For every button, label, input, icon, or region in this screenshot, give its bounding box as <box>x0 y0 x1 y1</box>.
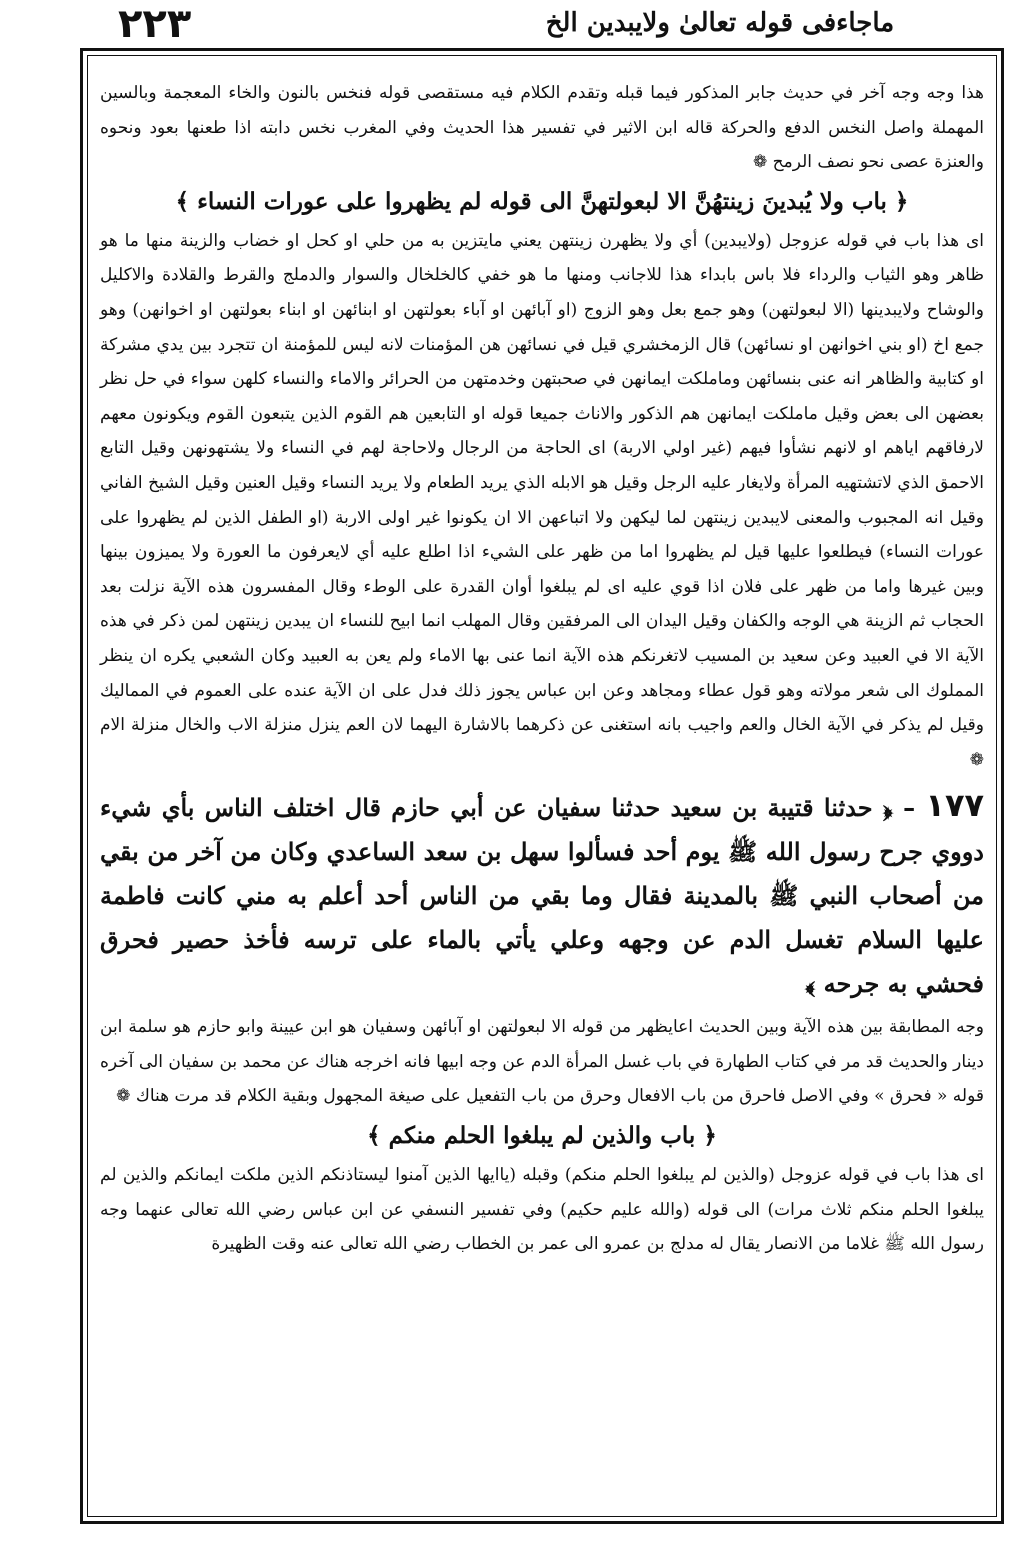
hadith-number: ١٧٧ <box>925 786 984 825</box>
paragraph-commentary-2: اى هذا باب في قوله عزوجل (ولايبدين) أي ولا يظهرن زينتهن يعني مايتزين به من حلي او كحل او خضاب والزينة منها ما هو ظاهر وهو الثياب والرداء فلا باس بابداء هذا للاجانب ومنها ما هو خفي كالخلخال والسوار والدملج والقرط والقلادة والاكليل والوشاح ولايبدينها (الا لبعولتهن) وهو جمع بعل وهو الزوج (او آبائهن او آباء بعولتهن او ابنائهن او ابناء بعولتهن او اخوانهن) وهو جمع اخ (او بني اخوانهن او نسائهن) قال الزمخشري قيل في نسائهن هن المؤمنات لانه ليس للمؤمنة ان تتجرد بين يدي مشركة او كتابية والظاهر انه عنى بنسائهن وماملكت ايمانهن في صحبتهن وخدمتهن من الحرائر والاماء والنساء كلهن سواء في حل نظر بعضهن الى بعض وقيل ماملكت ايمانهن هم الذكور والاناث جميعا قوله او التابعين هم القوم الذين يتبعون القوم ويكونون معهم لارفاقهم اياهم او لانهم نشأوا فيهم (غير اولي الاربة) اى الحاجة من الرجال ولاحاجة لهم في النساء ولا يشتهونهن وقيل التابع الاحمق الذي لاتشتهيه المرأة ولايغار عليه الرجل وقيل هو الابله الذي يريد الطعام ولا يريد النساء وقيل العنين وقيل الشيخ الفاني وقيل انه المجبوب والمعنى لايبدين زينتهن لما ليكهن ولا اتباعهن الا ان يكونوا غير اولى الاربة (او الطفل الذين لم يظهروا على عورات النساء) فيطلعوا عليها قيل لم يظهروا اما من ظهر على الشيء اذا اطلع عليه أي لايعرفون ما العورة ولا يميزون بينها وبين غيرها واما من ظهر على فلان اذا قوي عليه اى لم يبلغوا أوان القدرة على الوطء وقال المفسرون هذه الآية نزلت بعد الحجاب ثم الزينة هي الوجه والكفان وقيل اليدان الى المرفقين وقال المهلب انما ابيح للنساء ان يبدين زينتهن لمن ذكر في هذه الآية الا في العبيد وعن سعيد بن المسيب لاتغرنكم هذه الآية انما عنى بها الاماء ولم يعن به العبيد وكان الشعبي يكره ان ينظر المملوك الى شعر مولاته وهو قول عطاء ومجاهد وعن ابن عباس يجوز ذلك فدل على ان الآية عنده على العموم في المماليك وقيل لم يذكر في الآية الخال والعم واجيب بانه استغنى عن ذكرهما بالاشارة اليهما لان العم ينزل منزلة الاب والخال منزلة الام ❁ <box>100 230 984 770</box>
running-header: ماجاءفی قوله تعالیٰ ولایبدین الخ <box>545 8 895 38</box>
page-frame <box>80 48 1004 1524</box>
hadith-text: ﴿ حدثنا قتيبة بن سعيد حدثنا سفيان عن أبي حازم قال اختلف الناس بأي شيء دووي جرح رسول الله ﷺ يوم أحد فسألوا سهل بن سعد الساعدي وكان من آخر من بقي من أصحاب النبي ﷺ بالمدينة فقال وما بقي من الناس أحد أعلم به مني كانت فاطمة عليها السلام تغسل الدم عن وجهه وعلي يأتي بالماء على ترسه فأخذ حصير فحرق فحشي به جرحه ﴾ <box>100 793 984 999</box>
chapter-heading-2: ﴿ باب والذين لم يبلغوا الحلم منكم ﴾ <box>367 1122 717 1150</box>
text-block <box>87 55 997 1517</box>
chapter-heading-1: ﴿ باب ولا يُبدينَ زينتهُنَّ الا لبعولتهنَّ الى قوله لم يظهروا على عورات النساء ﴾ <box>175 187 909 215</box>
paragraph-commentary-4: اى هذا باب في قوله عزوجل (والذين لم يبلغوا الحلم منكم) وقبله (ياايها الذين آمنوا ليستاذنكم الذين ملكت ايمانكم والذين لم يبلغوا الحلم منكم ثلاث مرات) الى قوله (والله عليم حكيم) وفي تفسير النسفي عن ابن عباس رضي الله تعالى عنهما وجه رسول الله ﷺ غلاما من الانصار يقال له مدلج بن عمرو الى عمر بن الخطاب رضي الله تعالى عنه وقت الظهيرة <box>100 1165 984 1255</box>
page-number: ۲۲۳ <box>118 1 192 47</box>
paragraph-commentary-3: وجه المطابقة بين هذه الآية وبين الحديث اعايظهر من قوله الا لبعولتهن او آبائهن وسفيان هو ابن عيينة وابو حازم هو سلمة ابن دينار والحديث قد مر في كتاب الطهارة في باب غسل المرأة الدم عن وجه ابيها فانه اخرجه هناك عن محمد بن سفيان الى آخره قوله « فحرق » وفي الاصل فاحرق من باب الافعال وحرق من باب التفعيل على صيغة المجهول وبقية الكلام قد مرت هناك ❁ <box>100 1017 984 1107</box>
paragraph-commentary-1: هذا وجه وجه آخر في حديث جابر المذكور فيما قبله وتقدم الكلام فيه مستقصى قوله فنخس بالنون والخاء المعجمة وبالسين المهملة واصل النخس الدفع والحركة قاله ابن الاثير في تفسير هذا الحديث وفي المغرب نخس دابته اذا طعنها بعود ونحوه والعنزة عصى نحو نصف الرمح ❁ <box>100 83 985 173</box>
hadith-block: ١٧٧ – ﴿ حدثنا قتيبة بن سعيد حدثنا سفيان عن أبي حازم قال اختلف الناس بأي شيء دووي جرح رسول الله ﷺ يوم أحد فسألوا سهل بن سعد الساعدي وكان من آخر من بقي من أصحاب النبي ﷺ بالمدينة فقال وما بقي من الناس أحد أعلم به مني كانت فاطمة عليها السلام تغسل الدم عن وجهه وعلي يأتي بالماء على ترسه فأخذ حصير فحرق فحشي به جرحه ﴾ <box>100 786 984 999</box>
